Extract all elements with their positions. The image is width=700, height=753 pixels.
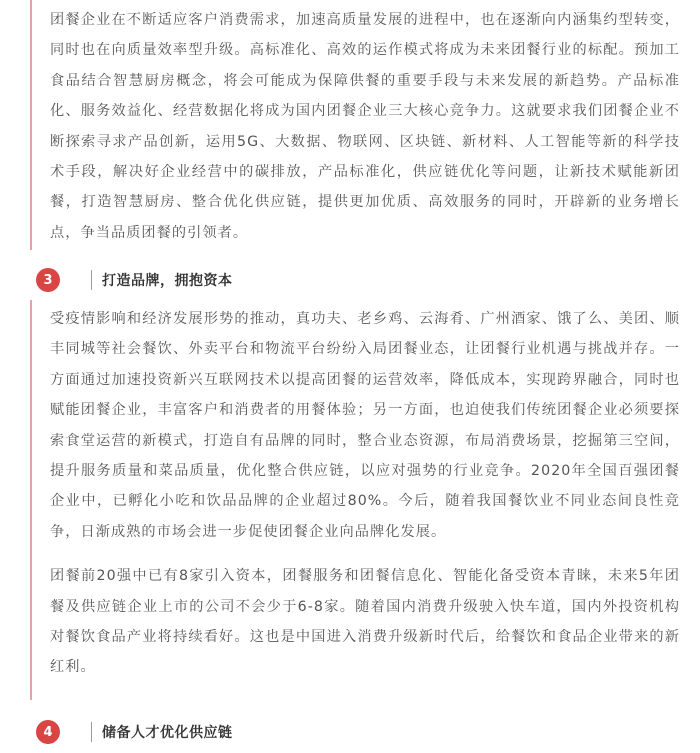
heading-divider bbox=[91, 270, 92, 290]
section-3-paragraph-2: 团餐前20强中已有8家引入资本，团餐服务和团餐信息化、智能化备受资本青睐，未来5年团餐及供应链企业上市的公司不会少于6-8家。随着国内消费升级驶入快车道，国内外投资机构对餐饮食品产业将持续看好。这也是中国进入消费升级新时代后，给餐饮和食品企业带来的新红利。 bbox=[50, 568, 680, 676]
heading-divider bbox=[91, 722, 92, 742]
section-4-heading bbox=[36, 720, 233, 744]
section-4-number-badge: 4 bbox=[36, 720, 60, 744]
intro-text-block bbox=[30, 0, 680, 250]
section-3-paragraph-1: 受疫情影响和经济发展形势的推动，真功夫、老乡鸡、云海肴、广州酒家、饿了么、美团、顺丰同城等社会餐饮、外卖平台和物流平台纷纷入局团餐业态，让团餐行业机遇与挑战并存。一方面通过加速投资新兴互联网技术以提高团餐的运营效率，降低成本，实现跨界融合，同时也赋能团餐企业，丰富客户和消费者的用餐体验；另一方面，也迫使我们传统团餐企业必须要探索食堂运营的新模式，打造自有品牌的同时，整合业态资源，布局消费场景，挖掘第三空间，提升服务质量和菜品质量，优化整合供应链，以应对强势的行业竞争。2020年全国百强团餐企业中，已孵化小吃和饮品品牌的企业超过80%。今后，随着我国餐饮业不同业态间良性竞争，日渐成熟的市场会进一步促使团餐企业向品牌化发展。 bbox=[50, 311, 680, 540]
section-3-heading bbox=[36, 268, 233, 292]
section-4-title: 储备人才优化供应链 bbox=[102, 725, 233, 741]
section-3-number-badge: 3 bbox=[36, 268, 60, 292]
section-3-text-block bbox=[30, 300, 680, 700]
section-3-title: 打造品牌，拥抱资本 bbox=[102, 273, 233, 289]
intro-paragraph: 团餐企业在不断适应客户消费需求，加速高质量发展的进程中，也在逐渐向内涵集约型转变，同时也在向质量效率型升级。高标准化、高效的运作模式将成为未来团餐行业的标配。预加工食品结合智慧厨房概念，将会可能成为保障供餐的重要手段与未来发展的新趋势。产品标准化、服务效益化、经营数据化将成为国内团餐企业三大核心竞争力。这就要求我们团餐企业不断探索寻求产品创新，运用5G、大数据、物联网、区块链、新材料、人工智能等新的科学技术手段，解决好企业经营中的碳排放，产品标准化，供应链优化等问题，让新技术赋能新团餐，打造智慧厨房、整合优化供应链，提供更加优质、高效服务的同时，开辟新的业务增长点，争当品质团餐的引领者。 bbox=[50, 12, 680, 241]
